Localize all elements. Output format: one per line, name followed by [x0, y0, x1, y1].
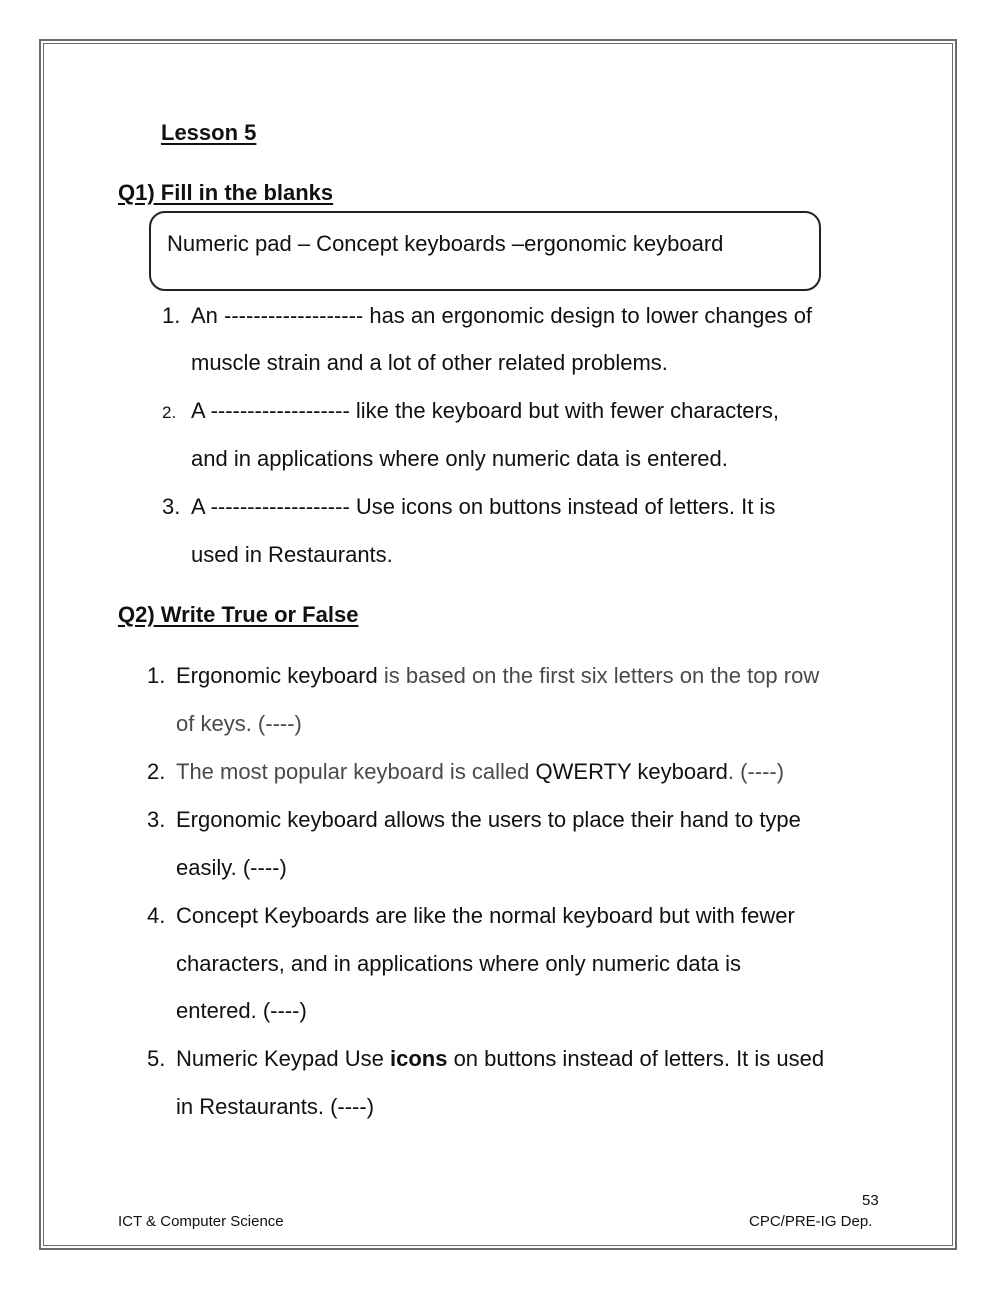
q2-item-number: 1. [147, 663, 166, 688]
q1-item-text-cont: muscle strain and a lot of other related problems. [191, 350, 668, 375]
q2-item-text [176, 759, 784, 785]
word-bank-text: Numeric pad – Concept keyboards –ergonomic keyboard [167, 231, 724, 256]
q2-item-text-cont: of keys. (----) [176, 711, 302, 736]
q2-item-text-cont: in Restaurants. (----) [176, 1094, 375, 1119]
q2-item-text-bold: icons [389, 1046, 448, 1071]
q2-item-number: 5. [147, 1046, 166, 1071]
q1-item-text-cont: and in applications where only numeric data is entered. [191, 446, 728, 471]
q2-item-number: 2. [147, 759, 166, 784]
q1-item-number: 1. [162, 303, 181, 328]
q2-item-text [176, 663, 819, 689]
q2-item-text-cont: characters, and in applications where only numeric data is [176, 951, 741, 976]
q2-item-text-part: Numeric Keypad Use [176, 1046, 390, 1071]
q2-item-text-cont: entered. (----) [176, 998, 307, 1023]
q2-item-text [176, 1046, 824, 1072]
q2-item-text: Concept Keyboards are like the normal keyboard but with fewer [176, 903, 795, 928]
q2-item-text: Ergonomic keyboard allows the users to place their hand to type [176, 807, 801, 832]
q2-item-text-part: on buttons instead of letters. It is used [447, 1046, 825, 1071]
lesson-title: Lesson 5 [161, 120, 257, 145]
q2-item-text-part: is based on the first six letters on the top row [377, 663, 820, 688]
q1-item-text: An ------------------- has an ergonomic design to lower changes of [191, 303, 813, 328]
q2-item-text-part: The most popular keyboard is called [176, 759, 536, 784]
q2-heading: Q2) Write True or False [118, 602, 359, 627]
page-number: 53 [862, 1192, 879, 1209]
q1-heading: Q1) Fill in the blanks [118, 180, 334, 205]
footer-left-text: ICT & Computer Science [118, 1213, 284, 1230]
q2-item-number: 3. [147, 807, 166, 832]
q1-item-number: 3. [162, 494, 181, 519]
q2-item-text-cont: easily. (----) [176, 855, 287, 880]
q1-item-text: A ------------------- like the keyboard but with fewer characters, [191, 398, 779, 423]
q1-item-text: A ------------------- Use icons on buttons instead of letters. It is [191, 494, 776, 519]
q2-item-number: 4. [147, 903, 166, 928]
q2-item-text-part: . (----) [727, 759, 785, 784]
q2-item-text-part: QWERTY keyboard [535, 759, 728, 784]
q1-item-text-cont: used in Restaurants. [191, 542, 393, 567]
q2-item-text-part: Ergonomic keyboard [176, 663, 378, 688]
footer-right-text: CPC/PRE-IG Dep. [749, 1213, 873, 1230]
q1-item-number: 2. [162, 403, 177, 422]
